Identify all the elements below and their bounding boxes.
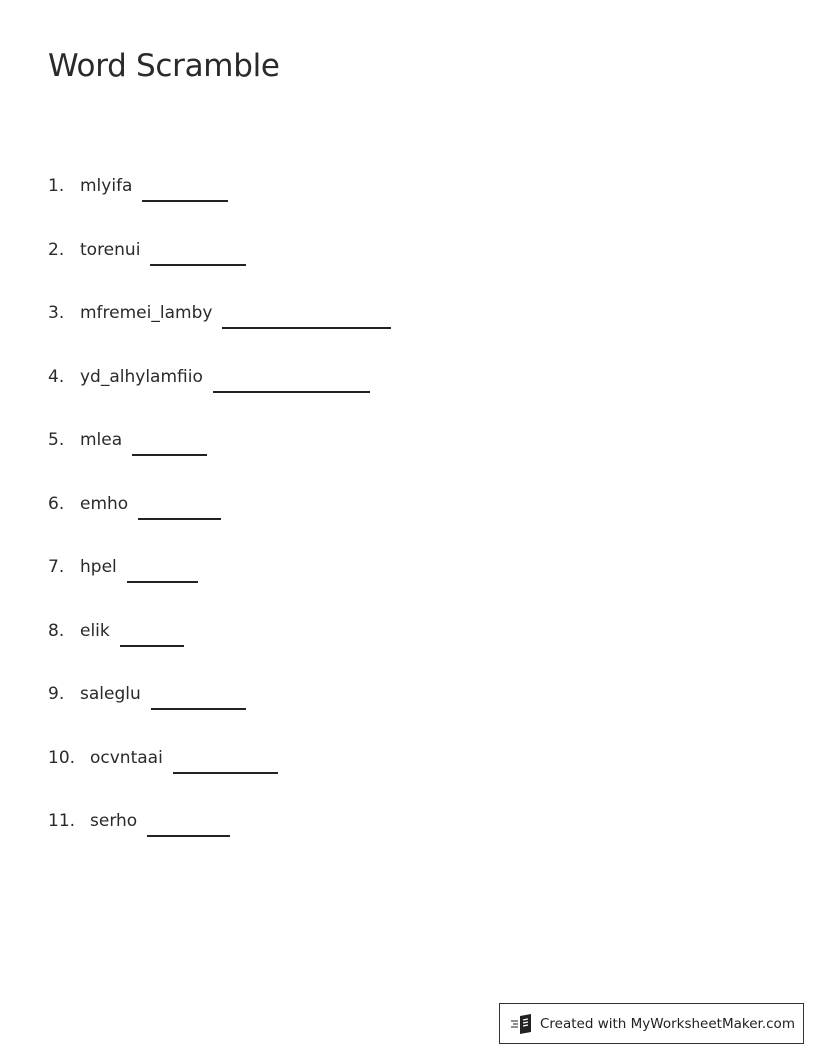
scrambled-word: elik [80,620,110,641]
scrambled-word: hpel [80,557,117,577]
item-number: 6. [48,493,65,514]
item-number: 4. [48,366,65,387]
list-item [48,303,391,367]
item-number: 9. [48,684,65,704]
worksheet-maker-logo-icon [510,1013,536,1035]
item-number: 10. [48,747,76,768]
answer-blank[interactable] [151,684,246,710]
scramble-list [48,176,391,875]
scrambled-word: mlea [80,430,123,450]
list-item [48,684,391,748]
footer-badge[interactable] [499,1003,804,1044]
answer-blank[interactable] [147,811,230,837]
list-item [48,240,391,304]
scrambled-word: saleglu [80,684,141,704]
answer-blank[interactable] [213,367,370,393]
page-title: Word Scramble [48,48,280,84]
scrambled-word: mfremei_lamby [80,303,213,323]
answer-blank[interactable] [173,748,278,774]
list-item [48,176,391,240]
scrambled-word: mlyifa [80,176,133,196]
list-item [48,367,391,431]
list-item [48,621,391,685]
footer-text: Created with MyWorksheetMaker.com [540,1015,795,1032]
list-item [48,494,391,558]
answer-blank[interactable] [132,430,207,456]
scrambled-word: serho [90,811,138,831]
list-item [48,748,391,812]
scrambled-word: ocvntaai [90,747,163,768]
answer-blank[interactable] [150,240,246,266]
scrambled-word: emho [80,493,129,514]
answer-blank[interactable] [138,494,221,520]
answer-blank[interactable] [120,621,184,647]
item-number: 8. [48,620,65,641]
list-item [48,557,391,621]
list-item [48,811,391,875]
scrambled-word: yd_alhylamfiio [80,366,203,387]
answer-blank[interactable] [222,303,391,329]
item-number: 7. [48,557,65,577]
item-number: 2. [48,239,65,260]
item-number: 5. [48,430,65,450]
scrambled-word: torenui [80,239,141,260]
item-number: 1. [48,176,65,196]
item-number: 3. [48,303,65,323]
answer-blank[interactable] [127,557,198,583]
list-item [48,430,391,494]
answer-blank[interactable] [142,176,228,202]
item-number: 11. [48,811,76,831]
